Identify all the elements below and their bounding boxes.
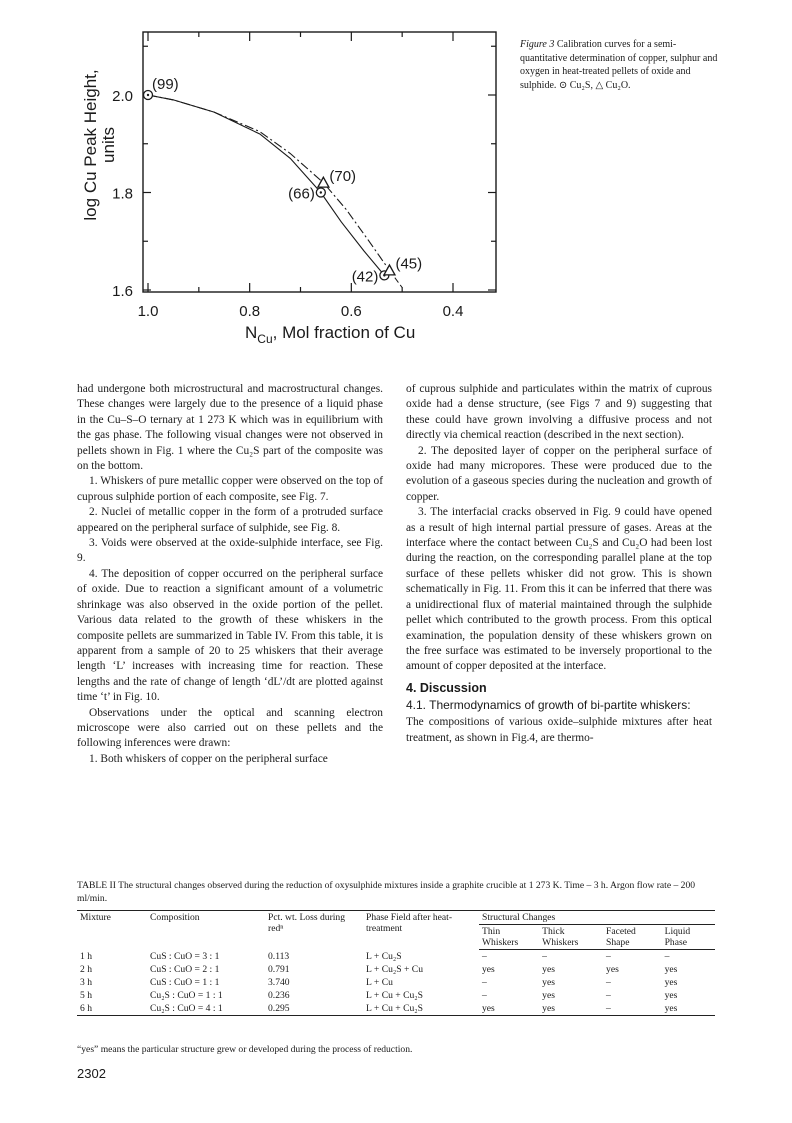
cell-loss: 0.295 bbox=[265, 1002, 363, 1016]
cell-composition: CuS : CuO = 1 : 1 bbox=[150, 977, 220, 988]
cell-mixture: 2 h bbox=[80, 964, 92, 975]
col-header-mixture: Mixture bbox=[77, 911, 147, 950]
table-row bbox=[77, 1002, 715, 1016]
paragraph: 3. The interfacial cracks observed in Fig. 9 could have opened as a result of high internal partial pressure of gases. Areas at the interface where the contact between Cu₂S and Cu₂O had been lost during the reaction, on the corresponding parallel plane at the top surface of these pellets whisker did not grow. This is shown schematically in Fig. 11. From this it can be inferred that there was a unidirectional flux of material maintained through the sulphide pellet which contributed to the growth process. From this optical examination, the population density of these whiskers grown on the free surface was estimated to be inversely proportional to the amount of copper deposited at the interface. bbox=[406, 506, 712, 673]
cell-mixture: 3 h bbox=[80, 977, 92, 988]
y-tick-label: 1.6 bbox=[112, 283, 133, 300]
section-heading: 4. Discussion bbox=[406, 680, 487, 695]
cell-thin: – bbox=[482, 990, 487, 1001]
cell-phase: L + Cu₂S + Cu bbox=[366, 964, 423, 975]
paragraph: 1. Both whiskers of copper on the peripheral surface bbox=[89, 752, 328, 765]
right-column bbox=[406, 382, 712, 746]
paragraph: 2. Nuclei of metallic copper in the form of a protruded surface appeared on the peripheral surface of sulphide, see Fig. 8. bbox=[77, 506, 383, 534]
table-row bbox=[77, 989, 715, 1002]
calibration-chart bbox=[70, 20, 510, 375]
marker-circle-dot bbox=[147, 94, 149, 96]
paragraph: Observations under the optical and scanning electron microscope were also carried out on these pellets and the following inferences were drawn: bbox=[77, 706, 383, 750]
cell-loss: 3.740 bbox=[268, 977, 290, 988]
marker-triangle bbox=[384, 265, 395, 275]
cell-composition: CuS : CuO = 2 : 1 bbox=[150, 964, 220, 975]
cell-faceted: – bbox=[606, 977, 611, 988]
x-tick-label: 0.4 bbox=[442, 303, 464, 320]
cell-mixture: 5 h bbox=[80, 990, 92, 1001]
cell-liquid: – bbox=[664, 951, 670, 962]
cell-faceted: – bbox=[603, 1002, 662, 1016]
cell-phase: L + Cu bbox=[366, 977, 393, 988]
col-header-faceted: Faceted Shape bbox=[603, 925, 662, 950]
cell-thick: – bbox=[542, 951, 547, 962]
subsection-heading: 4.1. Thermodynamics of growth of bi-partite whiskers: bbox=[406, 698, 691, 713]
col-header-structural: Structural Changes bbox=[479, 911, 715, 925]
point-label: (45) bbox=[395, 255, 423, 273]
cell-liquid: yes bbox=[664, 977, 678, 988]
cell-composition: Cu₂S : CuO = 1 : 1 bbox=[150, 990, 223, 1001]
table-row bbox=[77, 950, 715, 964]
cell-phase: L + Cu + Cu₂S bbox=[363, 1002, 479, 1016]
page-number: 2302 bbox=[77, 1066, 106, 1081]
col-header-thick: Thick Whiskers bbox=[539, 925, 603, 950]
plot-frame bbox=[143, 32, 496, 292]
paragraph: of cuprous sulphide and particulates within the matrix of cuprous oxide had a dense structure, (see Figs 7 and 9) suggesting that these could have grown involving a diffusive process and not directly via chemical reaction (described in the next section). bbox=[406, 383, 712, 442]
cell-phase: L + Cu₂S bbox=[366, 950, 402, 962]
y-tick-label: 2.0 bbox=[112, 88, 133, 105]
paragraph: 3. Voids were observed at the oxide-sulphide interface, see Fig. 9. bbox=[77, 537, 383, 565]
paragraph: The compositions of various oxide–sulphide mixtures after heat treatment, as shown in Fig.4, are thermo- bbox=[406, 716, 712, 744]
point-label: (42) bbox=[351, 268, 379, 286]
paragraph: had undergone both microstructural and macrostructural changes. These changes were largely due to the presence of a liquid phase in the Cu–S–O ternary at 1 273 K which was in equilibrium with the gas phase. The following visual changes were not observed in pellets shown in Fig. 1 where the Cu₂S part of the composite was on the bottom. bbox=[77, 383, 383, 473]
point-label: (99) bbox=[152, 76, 179, 93]
x-axis-label: $N_{Cu}$, Mol fraction of Cu bbox=[245, 323, 416, 346]
paragraph: 1. Whiskers of pure metallic copper were observed on the top of cuprous sulphide portion of each composite, see Fig. 7. bbox=[77, 475, 383, 503]
cell-faceted: – bbox=[606, 951, 611, 962]
cell-thick: yes bbox=[542, 964, 555, 975]
cell-thick: yes bbox=[542, 977, 555, 988]
cell-loss: 0.236 bbox=[268, 990, 290, 1001]
cell-phase: L + Cu + Cu₂S bbox=[366, 990, 423, 1001]
col-header-phase: Phase Field after heat-treatment bbox=[363, 911, 479, 950]
series-line-cu2s bbox=[148, 95, 384, 275]
table-footnote: “yes” means the particular structure grew or developed during the process of reduction. bbox=[77, 1044, 413, 1055]
cell-liquid: yes bbox=[662, 1002, 715, 1016]
left-column bbox=[77, 382, 383, 767]
table-row bbox=[77, 976, 715, 989]
col-header-liquid: Liquid Phase bbox=[662, 925, 715, 950]
x-tick-label: 0.8 bbox=[239, 303, 261, 320]
marker-circle-dot bbox=[320, 191, 322, 193]
structural-changes-table bbox=[77, 910, 715, 1016]
cell-faceted: – bbox=[606, 990, 611, 1001]
cell-loss: 0.791 bbox=[268, 964, 290, 975]
cell-faceted: yes bbox=[606, 964, 619, 975]
paragraph: 4. The deposition of copper occurred on the peripheral surface of oxide. Due to reaction a significant amount of a volumetric shrinkage was also observed in the oxide portion of the pellet. Various data related to the growth of these whiskers in the composite pellets are summarized in Table IV. From this table, it is apparent from a sample of 20 to 25 whiskers that their average length ‘L’ increases with increasing time for reaction. These lengths and the rate of change of length ‘dL’/dt are plotted against time ‘t’ in Fig. 10. bbox=[77, 567, 383, 704]
table-caption: TABLE II The structural changes observed during the reduction of oxysulphide mixtures inside a graphite crucible at 1 273 K. Time – 3 h. Argon flow rate – 200 ml/min. bbox=[77, 880, 696, 904]
cell-liquid: yes bbox=[664, 990, 678, 1001]
col-header-loss: Pct. wt. Loss during redⁿ bbox=[265, 911, 363, 950]
cell-thin: – bbox=[482, 977, 487, 988]
y-tick-label: 1.8 bbox=[112, 185, 133, 203]
figure-caption-label: Figure 3 bbox=[520, 39, 555, 50]
table-row bbox=[77, 963, 715, 976]
cell-composition: CuS : CuO = 3 : 1 bbox=[150, 950, 220, 962]
cell-thin: yes bbox=[482, 964, 495, 975]
cell-thin: yes bbox=[479, 1002, 539, 1016]
paragraph: 2. The deposited layer of copper on the peripheral surface of oxide had many micropores. These were produced due to the evolution of a gaseous species during the nucleation and growth of copper. bbox=[406, 444, 712, 503]
cell-thick: yes bbox=[539, 1002, 603, 1016]
x-tick-label: 1.0 bbox=[137, 303, 159, 320]
figure-caption-text: Calibration curves for a semi-quantitative determination of copper, sulphur and oxygen in heat-treated pellets of oxide and sulphide. ⊙ Cu₂S, △ Cu₂O. bbox=[520, 39, 718, 91]
x-tick-label: 0.6 bbox=[340, 303, 362, 320]
cell-mixture: 1 h bbox=[80, 950, 92, 962]
col-header-thin: Thin Whiskers bbox=[479, 925, 539, 950]
y-axis-label: log Cu Peak Height, bbox=[81, 69, 100, 221]
cell-loss: 0.113 bbox=[268, 950, 290, 962]
y-axis-label-units: units bbox=[99, 127, 118, 163]
cell-liquid: yes bbox=[664, 964, 678, 975]
cell-composition: Cu₂S : CuO = 4 : 1 bbox=[147, 1002, 265, 1016]
col-header-composition: Composition bbox=[147, 911, 265, 950]
figure-caption bbox=[520, 38, 720, 92]
point-label: (70) bbox=[329, 167, 357, 185]
point-label: (66) bbox=[288, 185, 315, 203]
cell-mixture: 6 h bbox=[77, 1002, 147, 1016]
cell-thick: yes bbox=[542, 990, 555, 1001]
cell-thin: – bbox=[482, 951, 487, 962]
